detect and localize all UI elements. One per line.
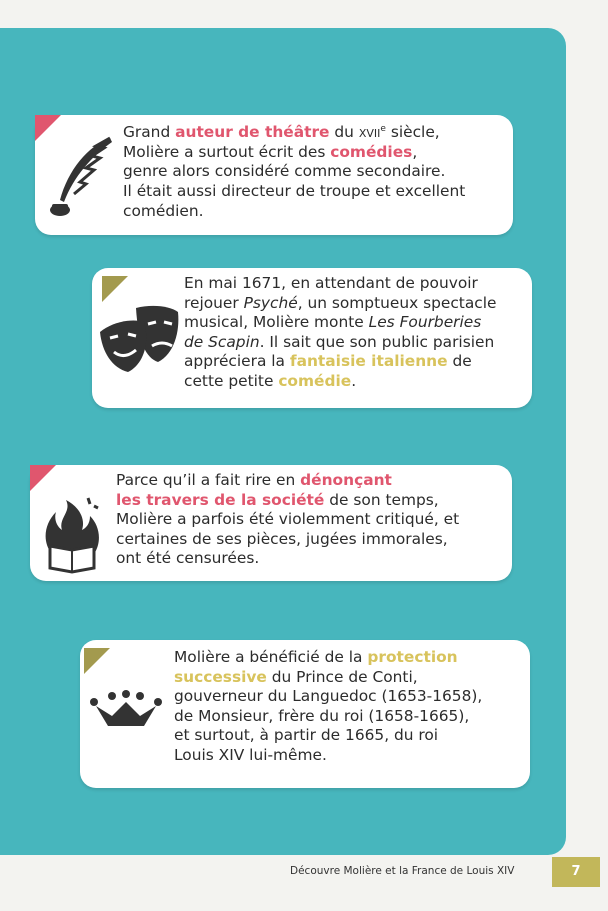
corner-marker-icon — [84, 648, 110, 674]
quill-inkwell-icon — [38, 132, 118, 222]
footer-title: Découvre Molière et la France de Louis XIV — [290, 865, 515, 877]
burning-book-icon — [36, 492, 110, 574]
theater-masks-icon — [96, 302, 182, 374]
page-top-margin — [0, 0, 608, 30]
crown-icon — [88, 690, 164, 734]
card-text: Molière a bénéficié de la protection successive du Prince de Conti, gouverneur du Languedoc (1653-1658), de Monsieur, frère du roi (1658-1665), et surtout, à partir de 1665, du roi Louis XIV lui-même. — [174, 648, 483, 764]
page-number: 7 — [552, 857, 600, 887]
corner-marker-icon — [102, 276, 128, 302]
card-text: Grand auteur de théâtre du xvii$^e$ siècle, Molière a surtout écrit des comédies, genre alors considéré comme secondaire. Il était aussi directeur de troupe et excellent comédien. — [123, 123, 466, 220]
corner-marker-icon — [30, 465, 56, 491]
card-text: Parce qu’il a fait rire en dénonçant les travers de la société de son temps, Molière a parfois été violemment critiqué, et certaines de ses pièces, jugées immorales, ont été censurées. — [116, 471, 460, 568]
card-text: En mai 1671, en attendant de pouvoir rejouer Psyché, un somptueux spectacle musical, Molière monte Les Fourberies de Scapin. Il sait que son public parisien appréciera la fantaisie italienne de cette petite comédie. — [184, 274, 497, 390]
